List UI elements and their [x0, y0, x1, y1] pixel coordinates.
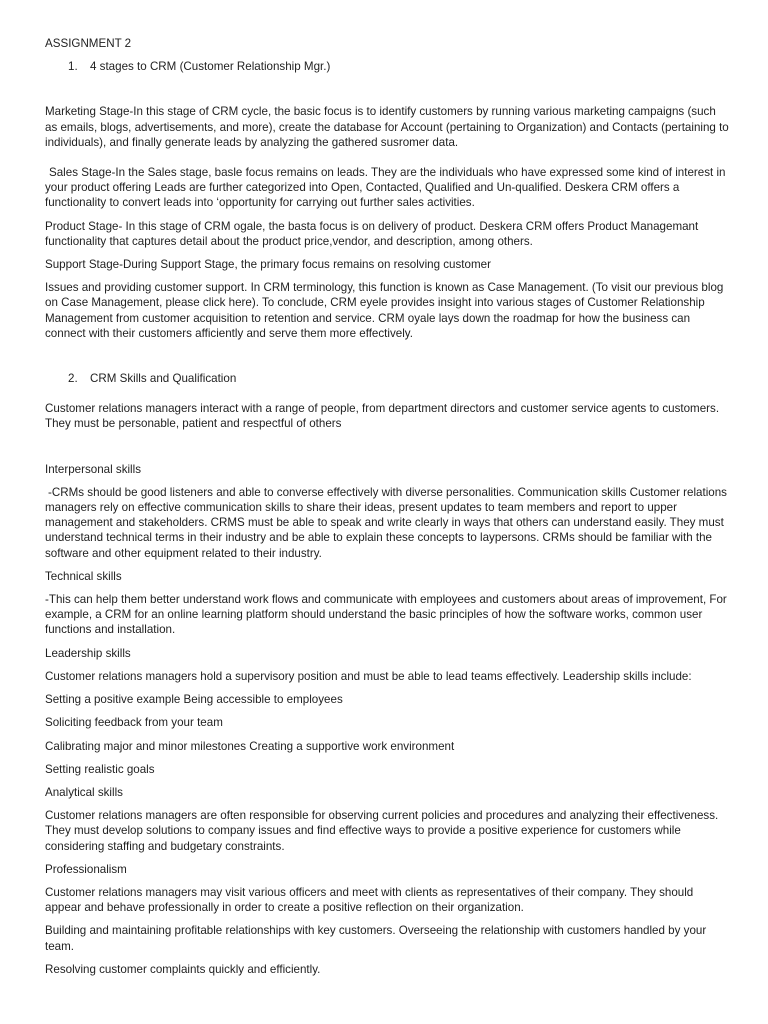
paragraph-complaints: Resolving customer complaints quickly and efficiently. [45, 962, 321, 976]
subheading-interpersonal-skills: Interpersonal skills [45, 462, 142, 476]
subheading-leadership-skills: Leadership skills [45, 646, 131, 660]
paragraph-leadership: Customer relations managers hold a supervisory position and must be able to lead teams effectively. Leadership skills include: [45, 669, 692, 683]
paragraph-analytical: Customer relations managers are often responsible for observing current policies and procedures and analyzing their effectiveness. They must develop solutions to company issues and find effective ways to provide a positive experience for customers while considering staffing and budgetary constraints. [45, 809, 719, 853]
section-number: 1. [68, 60, 78, 74]
section-number: 2. [68, 372, 78, 386]
section-heading-2 [68, 371, 730, 386]
paragraph-interpersonal: -CRMs should be good listeners and able to converse effectively with diverse personalities. Communication skills Customer relations managers rely on effective communication skills to share their ideas, present updates to team members and report to upper management and stakeholders. CRMS must be able to speak and write clearly in ways that others can understand easily. They must understand technical terms in their industry and be able to explain these concepts to laypersons. CRMs should be familiar with the software and other equipment related to their industry. [45, 485, 727, 560]
list-item: Setting a positive example Being accessible to employees [45, 693, 343, 707]
paragraph-intro: Customer relations managers interact with a range of people, from department directors and customer service agents to customers. They must be personable, patient and respectful of others [45, 402, 720, 431]
list-item: Setting realistic goals [45, 762, 155, 776]
section-title: CRM Skills and Qualification [90, 372, 237, 386]
list-item: Calibrating major and minor milestones Creating a supportive work environment [45, 739, 455, 753]
section-heading-1 [68, 59, 730, 74]
paragraph-product-stage: Product Stage- In this stage of CRM ogale, the basta focus is on delivery of product. Deskera CRM offers Product Managemant functionality that captures detail about the product price,vendor, and description, among others. [45, 219, 699, 248]
paragraph-technical: -This can help them better understand work flows and communicate with employees and customers about areas of improvement, For example, a CRM for an online learning platform should understand the basic principles of how the software works, common user functions and installation. [45, 593, 727, 637]
document-page [45, 36, 730, 977]
subheading-analytical-skills: Analytical skills [45, 785, 123, 799]
section-title: 4 stages to CRM (Customer Relationship Mgr.) [90, 60, 331, 74]
subheading-technical-skills: Technical skills [45, 569, 122, 583]
paragraph-professionalism: Customer relations managers may visit various officers and meet with clients as representatives of their company. They should appear and behave professionally in order to create a positive reflection on their organization. [45, 885, 694, 915]
document-title: ASSIGNMENT 2 [45, 37, 132, 50]
paragraph-relationships: Building and maintaining profitable relationships with key customers. Overseeing the relationship with customers handled by your team. [45, 924, 707, 953]
paragraph-support-stage: Support Stage-During Support Stage, the primary focus remains on resolving customer [45, 258, 491, 272]
subheading-professionalism: Professionalism [45, 862, 127, 876]
paragraph-marketing-stage: Marketing Stage-In this stage of CRM cycle, the basic focus is to identify customers by running various marketing campaigns (such as emails, blogs, advertisements, and more), create the database for Account (pertaining to Organization) and Contacts (pertaining to individuals), and finally generate leads by analyzing the gathered susromer data. [45, 105, 729, 149]
paragraph-case-management: Issues and providing customer support. In CRM terminology, this function is known as Case Management. (To visit our previous blog on Case Management, please click here). To conclude, CRM eyele provides insight into various stages of Customer Relationship Management from customer acquisition to retention and service. CRM oyale lays down the roadmap for how the business can connect with their customers afficiently and serve them more effectively. [45, 281, 724, 340]
list-item: Soliciting feedback from your team [45, 716, 223, 730]
paragraph-sales-stage: Sales Stage-In the Sales stage, basle focus remains on leads. They are the individuals who have expressed some kind of interest in your product offering Leads are further categorized into Open, Contacted, Qualified and Un-qualified. Deskera CRM offers a functionality to convert leads into ‘opportunity for carrying out further sales activities. [45, 166, 726, 210]
